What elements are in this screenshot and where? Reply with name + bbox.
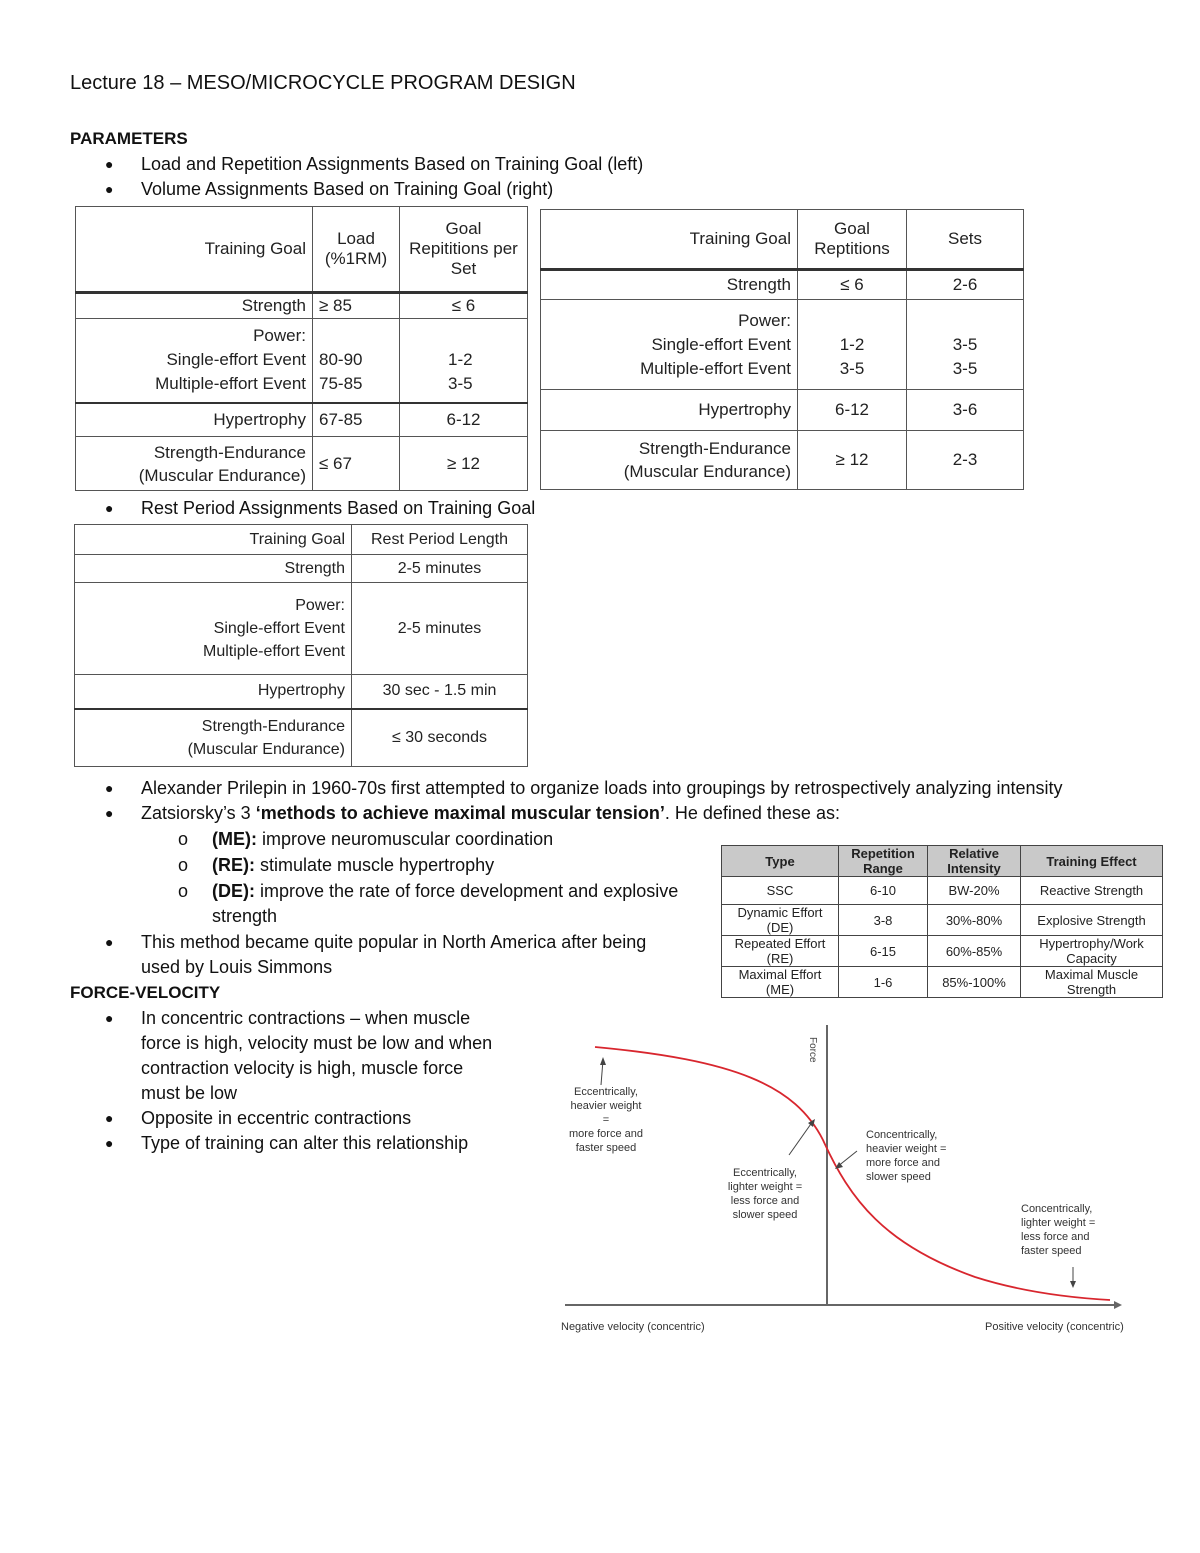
table-cell: 6-10 bbox=[839, 877, 928, 905]
list-item bbox=[105, 801, 840, 826]
sub-bullet-icon: o bbox=[178, 881, 189, 901]
list-item bbox=[105, 1006, 493, 1106]
table-cell: 30%-80% bbox=[928, 905, 1021, 936]
page-title: Lecture 18 – MESO/MICROCYCLE PROGRAM DESIGN bbox=[70, 72, 576, 94]
bullet-icon: ● bbox=[105, 500, 114, 516]
annotation-line: slower speed bbox=[866, 1171, 931, 1183]
table-cell: Hypertrophy bbox=[76, 403, 313, 437]
list-item bbox=[178, 853, 495, 878]
table-cell: Dynamic Effort (DE) bbox=[722, 905, 839, 936]
bullet-text: used by Louis Simmons bbox=[141, 957, 333, 977]
annotation-concentric-heavy bbox=[866, 1128, 956, 1184]
table-cell: ≥ 12 bbox=[798, 431, 907, 490]
table-cell: 2-5 minutes bbox=[352, 583, 528, 675]
bullet-icon: ● bbox=[105, 780, 114, 796]
bullet-text: stimulate muscle hypertrophy bbox=[255, 855, 495, 875]
se-label: Strength-Endurance bbox=[153, 442, 306, 462]
annotation-line: more force and bbox=[866, 1157, 940, 1169]
single-effort-label: Single-effort Event bbox=[213, 620, 345, 637]
load-repetition-table bbox=[75, 206, 528, 491]
table-cell: 6-12 bbox=[400, 403, 528, 437]
bullet-text: Type of training can alter this relationship bbox=[141, 1133, 469, 1153]
zatsiorsky-methods-table bbox=[721, 845, 1163, 998]
table-cell: ≥ 12 bbox=[400, 437, 528, 491]
annotation-line: lighter weight = bbox=[727, 1181, 803, 1193]
arrow-head-icon bbox=[600, 1057, 606, 1065]
annotation-line: Eccentrically, bbox=[733, 1167, 797, 1179]
table-cell: 3-6 bbox=[907, 390, 1024, 431]
table-cell: ≤ 6 bbox=[798, 270, 907, 300]
annotation-line: slower speed bbox=[732, 1209, 798, 1221]
table-cell: Repeated Effort (RE) bbox=[722, 936, 839, 967]
table-cell: 67-85 bbox=[313, 403, 400, 437]
annotation-eccentric-heavy bbox=[566, 1085, 646, 1155]
bullet-text: Alexander Prilepin in 1960-70s first attempted to organize loads into groupings by retrospectively analyzing intensity bbox=[141, 778, 1063, 798]
x-axis-label-right: Positive velocity (concentric) bbox=[985, 1321, 1124, 1333]
bullet-text: must be low bbox=[141, 1083, 238, 1103]
arrow-head-icon bbox=[1070, 1281, 1076, 1288]
table-row bbox=[722, 936, 1163, 967]
table-cell: Maximal Effort (ME) bbox=[722, 967, 839, 998]
se-label: (Muscular Endurance) bbox=[623, 462, 791, 481]
table-header: Training Goal bbox=[75, 525, 352, 555]
bullet-icon: ● bbox=[105, 934, 114, 950]
bullet-text: Opposite in eccentric contractions bbox=[141, 1108, 412, 1128]
power-label: Power: bbox=[253, 326, 306, 346]
annotation-line: Concentrically, bbox=[866, 1129, 938, 1141]
table-cell bbox=[76, 319, 313, 403]
list-item bbox=[178, 879, 679, 929]
bullet-text: Zatsiorsky’s 3 bbox=[141, 803, 256, 823]
list-item bbox=[105, 776, 1063, 801]
annotation-line: Eccentrically, bbox=[574, 1086, 638, 1098]
single-effort-value: 1-2 bbox=[448, 350, 473, 370]
multiple-effort-value: 75-85 bbox=[319, 374, 363, 394]
power-label: Power: bbox=[738, 310, 791, 330]
method-code: (RE): bbox=[212, 855, 255, 875]
table-cell bbox=[541, 300, 798, 390]
annotation-arrow bbox=[789, 1121, 813, 1155]
annotation-line: heavier weight = bbox=[570, 1100, 642, 1126]
se-label: (Muscular Endurance) bbox=[187, 740, 345, 758]
table-header: Goal Reptitions bbox=[798, 210, 907, 270]
bullet-text: improve neuromuscular coordination bbox=[256, 829, 554, 849]
table-cell: ≤ 30 seconds bbox=[352, 709, 528, 767]
parameters-heading: PARAMETERS bbox=[70, 129, 188, 148]
volume-table bbox=[540, 209, 1024, 490]
se-label: (Muscular Endurance) bbox=[138, 465, 306, 485]
table-header: Training Goal bbox=[541, 210, 798, 270]
single-effort-value: 3-5 bbox=[952, 334, 978, 354]
annotation-line: less force and bbox=[730, 1195, 800, 1207]
single-effort-value: 1-2 bbox=[839, 334, 865, 354]
annotation-line: more force and bbox=[569, 1128, 643, 1140]
table-cell: 2-6 bbox=[907, 270, 1024, 300]
list-item bbox=[105, 177, 554, 202]
table-header: Load (%1RM) bbox=[313, 207, 400, 293]
multiple-effort-value: 3-5 bbox=[952, 358, 978, 378]
bullet-text: force is high, velocity must be low and when bbox=[141, 1033, 493, 1053]
table-cell bbox=[75, 709, 352, 767]
table-header: Training Effect bbox=[1021, 846, 1163, 877]
multiple-effort-value: 3-5 bbox=[448, 374, 473, 394]
method-code: (DE): bbox=[212, 881, 255, 901]
table-cell bbox=[907, 300, 1024, 390]
table-cell bbox=[400, 319, 528, 403]
annotation-line: lighter weight = bbox=[1021, 1217, 1096, 1229]
table-header: Goal Repititions per Set bbox=[400, 207, 528, 293]
x-axis-arrow-icon bbox=[1114, 1301, 1122, 1309]
table-cell: 60%-85% bbox=[928, 936, 1021, 967]
multiple-effort-value: 3-5 bbox=[839, 358, 865, 378]
table-cell: SSC bbox=[722, 877, 839, 905]
list-item bbox=[105, 1131, 469, 1156]
list-item bbox=[105, 152, 644, 177]
table-cell: Hypertrophy bbox=[75, 675, 352, 709]
table-cell: 2-3 bbox=[907, 431, 1024, 490]
bullet-text: strength bbox=[212, 906, 278, 926]
table-cell: ≤ 67 bbox=[313, 437, 400, 491]
annotation-eccentric-light bbox=[725, 1166, 805, 1222]
bullet-text: Volume Assignments Based on Training Goal (right) bbox=[141, 179, 554, 199]
bullet-text: In concentric contractions – when muscle bbox=[141, 1008, 471, 1028]
list-item bbox=[105, 1106, 412, 1131]
list-item bbox=[105, 496, 536, 521]
bullet-icon: ● bbox=[105, 1110, 114, 1126]
annotation-line: faster speed bbox=[575, 1142, 637, 1154]
list-item bbox=[178, 827, 554, 852]
table-cell: 1-6 bbox=[839, 967, 928, 998]
table-row bbox=[722, 905, 1163, 936]
method-code: (ME): bbox=[212, 829, 257, 849]
force-velocity-diagram bbox=[555, 1015, 1135, 1340]
table-cell: 6-12 bbox=[798, 390, 907, 431]
sub-bullet-icon: o bbox=[178, 855, 189, 875]
single-effort-label: Single-effort Event bbox=[166, 350, 306, 370]
sub-bullet-icon: o bbox=[178, 829, 189, 849]
force-velocity-heading: FORCE-VELOCITY bbox=[70, 983, 221, 1002]
bullet-text: Rest Period Assignments Based on Training Goal bbox=[141, 498, 536, 518]
table-cell: Strength bbox=[75, 555, 352, 583]
table-row bbox=[722, 877, 1163, 905]
se-label: Strength-Endurance bbox=[638, 439, 791, 458]
list-item bbox=[105, 930, 647, 980]
single-effort-label: Single-effort Event bbox=[651, 334, 791, 354]
table-cell: BW-20% bbox=[928, 877, 1021, 905]
table-header: Type bbox=[722, 846, 839, 877]
table-cell: ≤ 6 bbox=[400, 293, 528, 319]
bullet-text: Load and Repetition Assignments Based on Training Goal (left) bbox=[141, 154, 644, 174]
bullet-icon: ● bbox=[105, 181, 114, 197]
table-cell: Strength bbox=[541, 270, 798, 300]
table-cell bbox=[75, 583, 352, 675]
table-cell: 85%-100% bbox=[928, 967, 1021, 998]
bullet-icon: ● bbox=[105, 1010, 114, 1026]
force-velocity-curve bbox=[595, 1047, 1110, 1300]
table-cell: Strength bbox=[76, 293, 313, 319]
bullet-text: improve the rate of force development and explosive bbox=[255, 881, 679, 901]
x-axis-label-left: Negative velocity (concentric) bbox=[561, 1321, 705, 1333]
table-header: Repetition Range bbox=[839, 846, 928, 877]
annotation-line: Concentrically, bbox=[1021, 1203, 1093, 1215]
annotation-line: faster speed bbox=[1021, 1245, 1082, 1257]
table-cell bbox=[313, 319, 400, 403]
table-cell bbox=[76, 437, 313, 491]
table-cell: 30 sec - 1.5 min bbox=[352, 675, 528, 709]
table-cell: Explosive Strength bbox=[1021, 905, 1163, 936]
table-header: Sets bbox=[907, 210, 1024, 270]
multiple-effort-label: Multiple-effort Event bbox=[155, 374, 306, 394]
bullet-text: This method became quite popular in North America after being bbox=[141, 932, 647, 952]
table-cell: ≥ 85 bbox=[313, 293, 400, 319]
single-effort-value: 80-90 bbox=[319, 350, 363, 370]
multiple-effort-label: Multiple-effort Event bbox=[203, 643, 345, 660]
annotation-line: less force and bbox=[1021, 1231, 1090, 1243]
bullet-icon: ● bbox=[105, 805, 114, 821]
table-header: Rest Period Length bbox=[352, 525, 528, 555]
annotation-concentric-light bbox=[1021, 1202, 1111, 1258]
bullet-text: . He defined these as: bbox=[664, 803, 840, 823]
bullet-text: contraction velocity is high, muscle force bbox=[141, 1058, 464, 1078]
bullet-text-bold: ‘methods to achieve maximal muscular tension’ bbox=[255, 803, 665, 823]
table-cell: 2-5 minutes bbox=[352, 555, 528, 583]
table-cell: Hypertrophy bbox=[541, 390, 798, 431]
table-cell: Reactive Strength bbox=[1021, 877, 1163, 905]
bullet-icon: ● bbox=[105, 1135, 114, 1151]
table-cell: Hypertrophy/Work Capacity bbox=[1021, 936, 1163, 967]
power-label: Power: bbox=[295, 597, 345, 614]
table-cell bbox=[798, 300, 907, 390]
table-header: Training Goal bbox=[76, 207, 313, 293]
bullet-icon: ● bbox=[105, 156, 114, 172]
table-cell: Maximal Muscle Strength bbox=[1021, 967, 1163, 998]
annotation-line: heavier weight = bbox=[866, 1143, 947, 1155]
table-row bbox=[722, 967, 1163, 998]
se-label: Strength-Endurance bbox=[201, 717, 345, 735]
table-cell bbox=[541, 431, 798, 490]
multiple-effort-label: Multiple-effort Event bbox=[640, 358, 791, 378]
rest-period-table bbox=[74, 524, 528, 767]
table-cell: 3-8 bbox=[839, 905, 928, 936]
table-header: Relative Intensity bbox=[928, 846, 1021, 877]
y-axis-label: Force bbox=[807, 1037, 818, 1063]
table-cell: 6-15 bbox=[839, 936, 928, 967]
